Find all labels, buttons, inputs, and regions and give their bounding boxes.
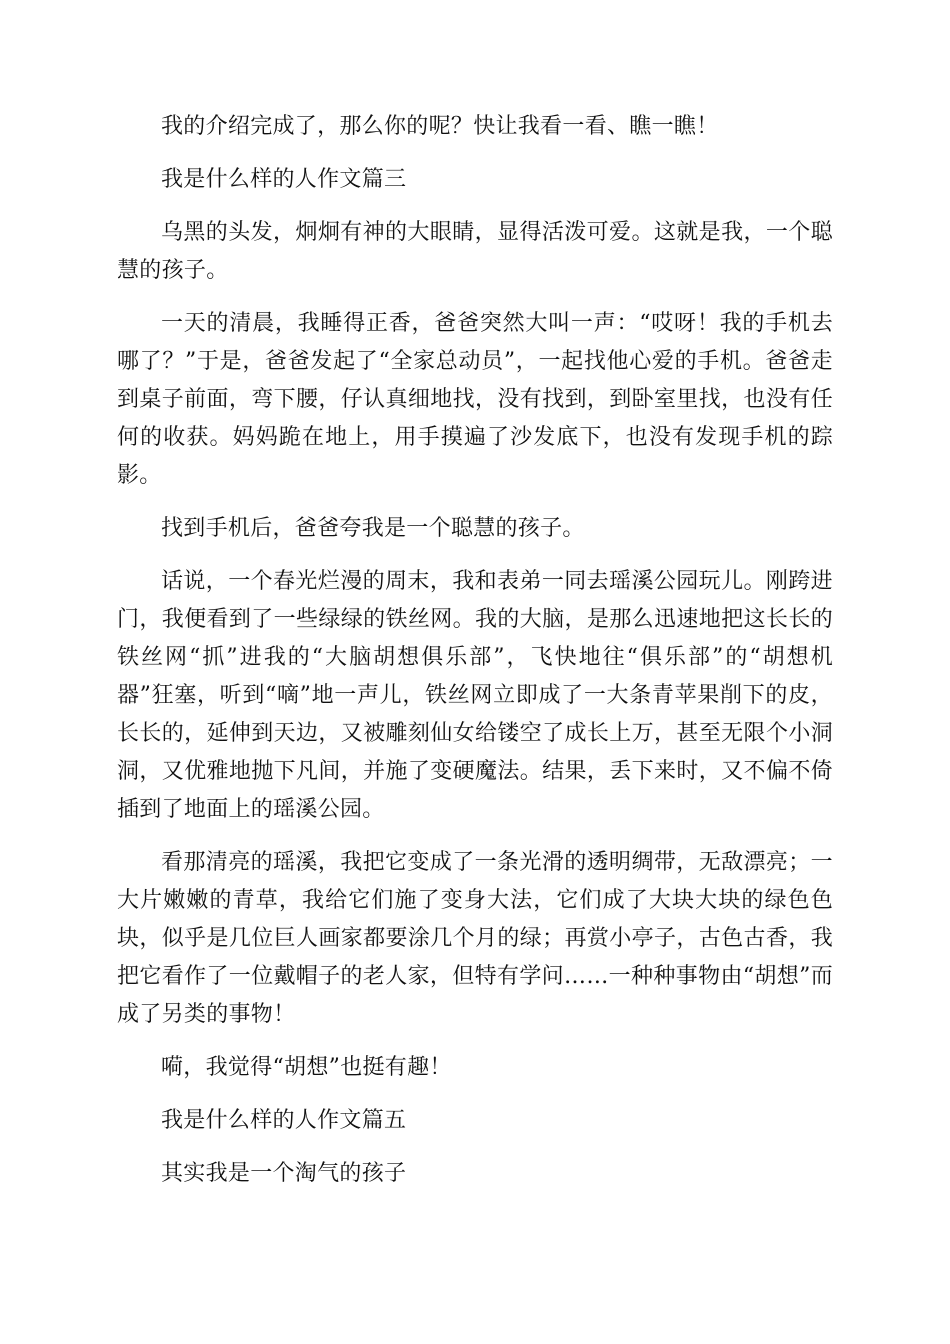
paragraph: 看那清亮的瑶溪，我把它变成了一条光滑的透明绸带，无敌漂亮；一大片嫩嫩的青草，我给它们施了变身大法，它们成了大块大块的绿色色块，似乎是几位巨人画家都要涂几个月的绿；再赏小亭子，古色古香，我把它看作了一位戴帽子的老人家，但特有学问……一种种事物由“胡想”而成了另类的事物！ bbox=[117, 850, 833, 1027]
document-body bbox=[117, 108, 833, 1208]
paragraph: 一天的清晨，我睡得正香，爸爸突然大叫一声：“哎呀！我的手机去哪了？”于是，爸爸发起了“全家总动员”，一起找他心爱的手机。爸爸走到桌子前面，弯下腰，仔认真细地找，没有找到，到卧室里找，也没有任何的收获。妈妈跪在地上，用手摸遍了沙发底下，也没有发现手机的踪影。 bbox=[117, 311, 833, 488]
section-heading-5: 我是什么样的人作文篇五 bbox=[161, 1108, 407, 1133]
paragraph: 其实我是一个淘气的孩子 bbox=[161, 1161, 407, 1186]
paragraph: 乌黑的头发，炯炯有神的大眼睛，显得活泼可爱。这就是我，一个聪慧的孩子。 bbox=[117, 220, 833, 283]
paragraph: 找到手机后，爸爸夸我是一个聪慧的孩子。 bbox=[161, 516, 585, 541]
section-heading-3: 我是什么样的人作文篇三 bbox=[161, 167, 407, 192]
paragraph: 嗬，我觉得“胡想”也挺有趣！ bbox=[161, 1055, 452, 1080]
paragraph: 话说，一个春光烂漫的周末，我和表弟一同去瑶溪公园玩儿。刚跨进门，我便看到了一些绿绿的铁丝网。我的大脑，是那么迅速地把这长长的铁丝网“抓”进我的“大脑胡想俱乐部”，飞快地往“俱乐部”的“胡想机器”狂塞，听到“嘀”地一声儿，铁丝网立即成了一大条青苹果削下的皮，长长的，延伸到天边，又被雕刻仙女给镂空了成长上万，甚至无限个小洞洞，又优雅地抛下凡间，并施了变硬魔法。结果，丢下来时，又不偏不倚插到了地面上的瑶溪公园。 bbox=[117, 569, 833, 822]
paragraph-closing: 我的介绍完成了，那么你的呢？快让我看一看、瞧一瞧！ bbox=[161, 114, 719, 139]
